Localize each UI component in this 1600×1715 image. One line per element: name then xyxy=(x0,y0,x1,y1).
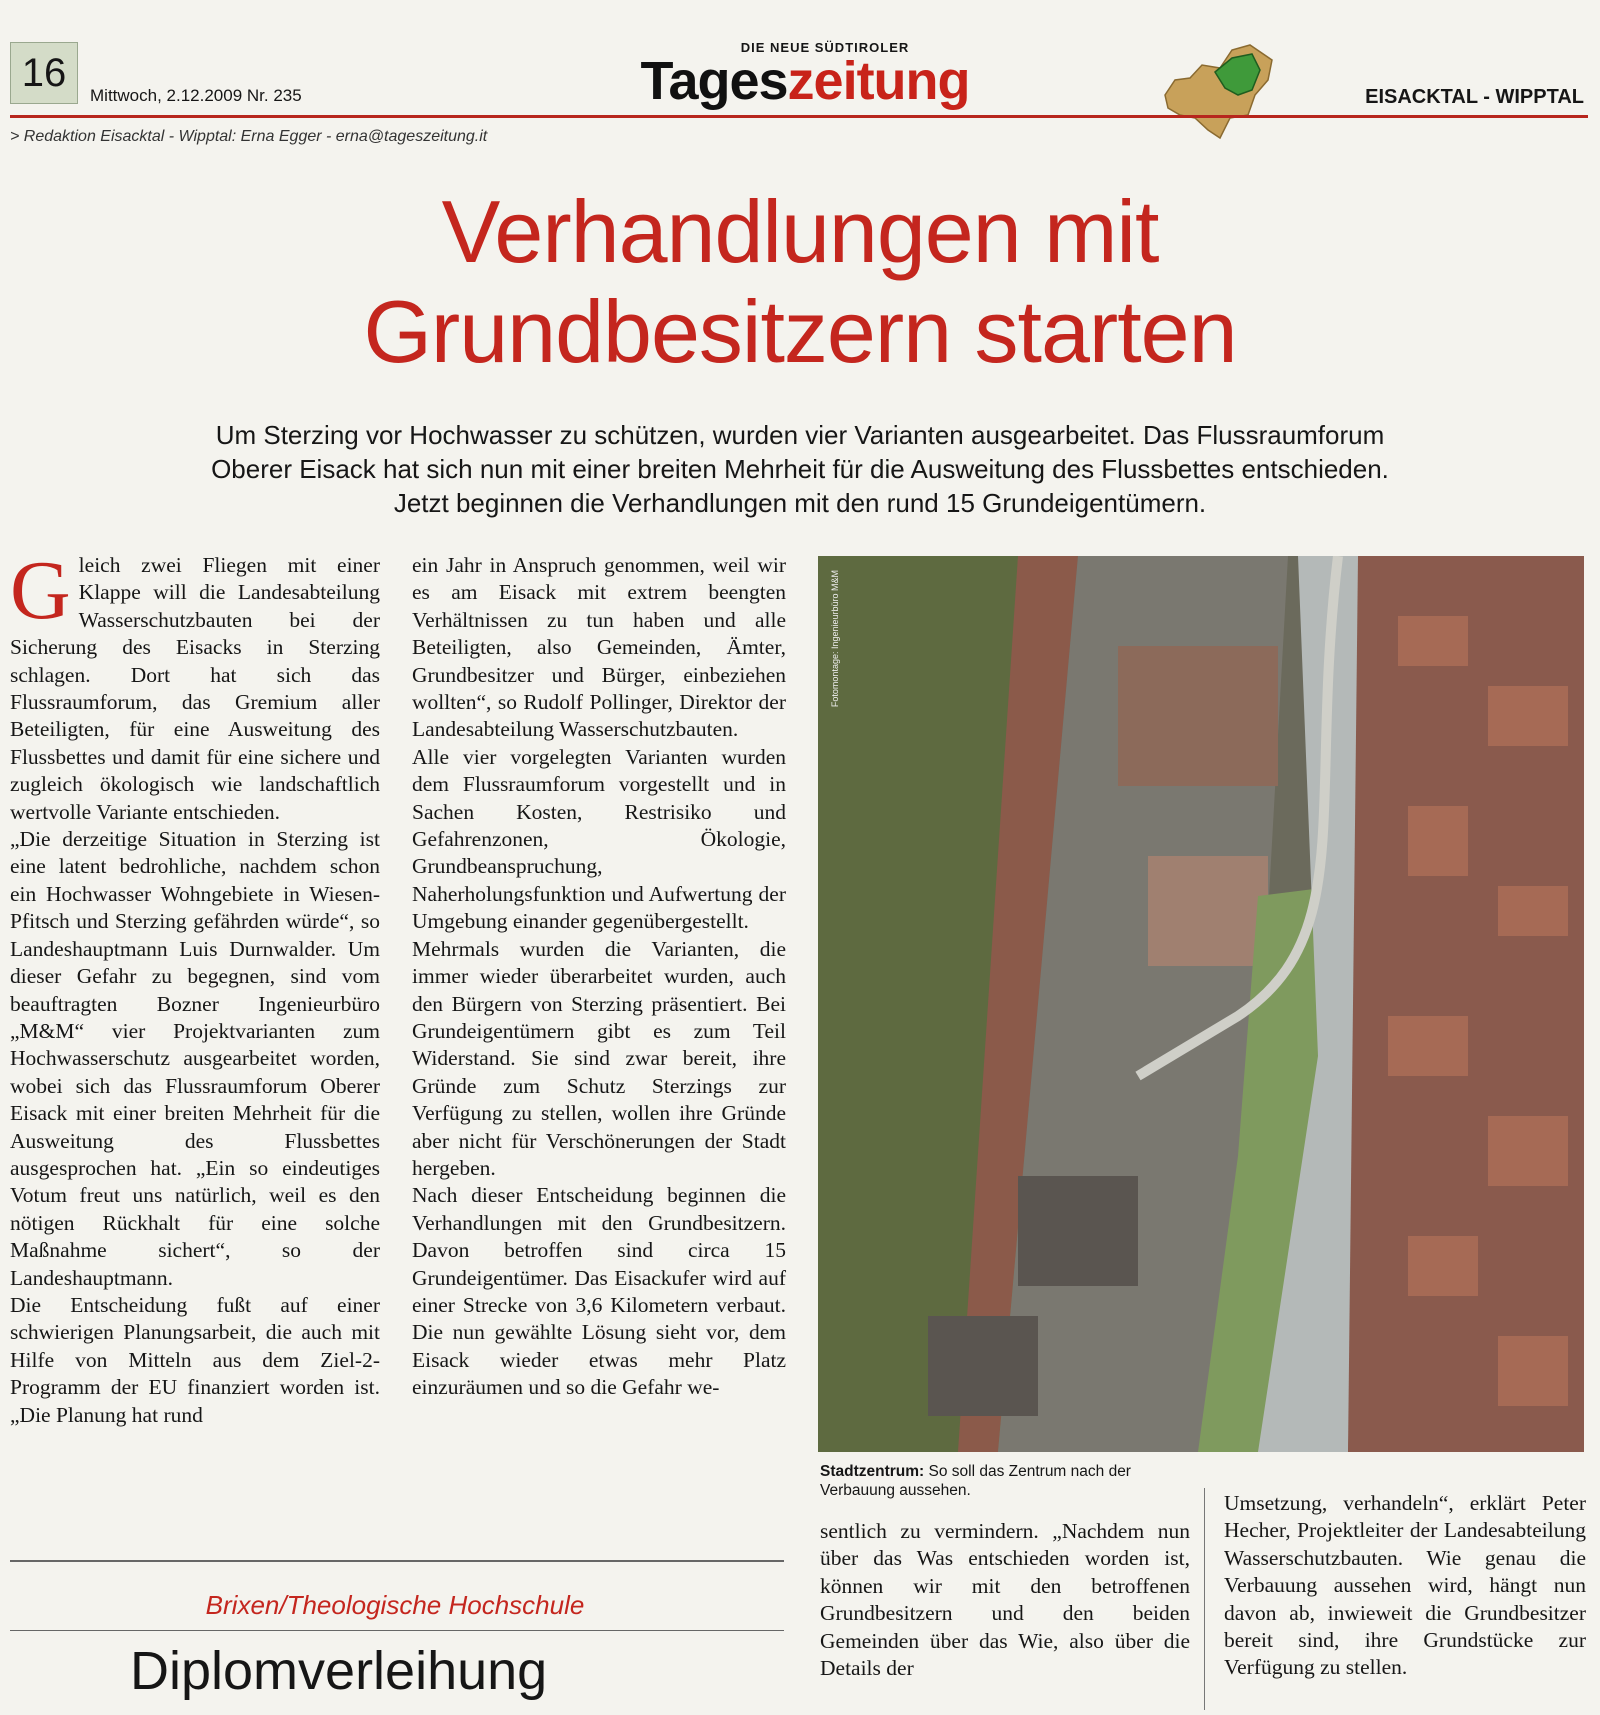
teaser-title: Diplomverleihung xyxy=(130,1641,548,1701)
teaser-kicker: Brixen/Theologische Hochschule xyxy=(205,1590,585,1620)
region-map-icon xyxy=(1160,40,1280,145)
aerial-photo xyxy=(818,556,1584,1452)
lead-line-3: Jetzt beginnen die Verhandlungen mit den rund 15 Grundeigentümern. xyxy=(393,488,1207,518)
article-column-2 xyxy=(412,552,786,1402)
masthead-title xyxy=(625,51,985,111)
caption-text: So soll das Zentrum nach der Verbauung aussehen. xyxy=(820,1463,1131,1499)
masthead-logo xyxy=(625,40,985,111)
paragraph: ein Jahr in Anspruch genommen, weil wir es am Eisack mit extrem beengten Verhältnissen zu tun haben und alle Beteiligten, also Gemeinden, Ämter, Grundbesitzer und Bürger, einbeziehen wollten“, so Rudolf Pollinger, Direktor der Landesabteilung Wasserschutzbauten. xyxy=(412,553,786,742)
article-lead xyxy=(20,418,1580,520)
headline-line-1: Verhandlungen mit xyxy=(441,182,1159,281)
page-number: 16 xyxy=(10,42,78,104)
headline-line-2: Grundbesitzern starten xyxy=(363,282,1237,381)
caption-label: Stadtzentrum: xyxy=(820,1463,925,1480)
paragraph: Umsetzung, verhandeln“, erklärt Peter Hecher, Projektleiter der Landesabteilung Wasserschutzbauten. Wie genau die Verbauung aussehen wird, hängt nun davon ab, inwieweit die Grundbesitzer bereit sind, ihre Grundstücke zur Verfügung zu stellen. xyxy=(1224,1491,1586,1680)
paragraph: Mehrmals wurden die Varianten, die immer wieder überarbeitet wurden, auch den Bürgern von Sterzing präsentiert. Bei Grundeigentümern gibt es zum Teil Widerstand. Sie sind zwar bereit, ihre Gründe zum Schutz Sterzings zur Verfügung zu stellen, wollen ihre Gründe aber nicht für Verschönerungen der Stadt hergeben. xyxy=(412,936,786,1180)
issue-date: Mittwoch, 2.12.2009 Nr. 235 xyxy=(90,86,302,105)
article-column-4 xyxy=(1224,1490,1586,1682)
column-divider xyxy=(1204,1488,1205,1710)
masthead-subtitle: DIE NEUE SÜDTIROLER xyxy=(740,40,910,55)
paragraph: Alle vier vorgelegten Varianten wurden dem Flussraumforum vorgestellt und in Sachen Kosten, Restrisiko und Gefahrenzonen, Ökologie, Grundbeanspruchung, Naherholungsfunktion und Aufwertung der Umgebung einander gegenübergestellt. xyxy=(412,744,786,934)
teaser-divider xyxy=(10,1630,784,1631)
masthead-title-part1: Tages xyxy=(640,51,788,111)
photo-credit: Fotomontage: Ingenieurbüro M&M xyxy=(830,570,840,708)
paragraph: sentlich zu vermindern. „Nachdem nun über das Was entschieden worden ist, können wir mit den betroffenen Grundbesitzern und den beiden Gemeinden über das Wie, also über die Details der xyxy=(820,1519,1190,1681)
paragraph: Nach dieser Entscheidung beginnen die Verhandlungen mit den Grundbesitzern. Davon betroffen sind circa 15 Grundeigentümer. Das Eisackufer wird auf einer Strecke von 3,6 Kilometern verbaut. Die nun gewählte Lösung sieht vor, dem Eisack wieder etwas mehr Platz einzuräumen und so die Gefahr we- xyxy=(412,1183,786,1400)
photo-caption xyxy=(820,1462,1170,1500)
article-column-1 xyxy=(10,544,380,1429)
article-headline xyxy=(0,182,1600,382)
paragraph: „Die derzeitige Situation in Sterzing ist eine latent bedrohliche, nachdem schon ein Hochwasser Wohngebiete in Wiesen-Pfitsch und Sterzing gefährden würde“, so Landeshauptmann Luis Durnwalder. Um dieser Gefahr zu begegnen, sind vom beauftragten Bozner Ingenieurbüro „M&M“ vier Projektvarianten zum Hochwasserschutz ausgearbeitet worden, wobei sich das Flussraumforum Oberer Eisack mit einer breiten Mehrheit für die Ausweitung des Flussbettes ausgesprochen hat. „Ein so eindeutiges Votum freut uns natürlich, weil es den nötigen Rückhalt für eine solche Maßnahme sichert“, so der Landeshauptmann. xyxy=(10,827,380,1290)
article-column-3 xyxy=(820,1518,1190,1682)
lead-line-1: Um Sterzing vor Hochwasser zu schützen, wurden vier Varianten ausgearbeitet. Das Flussraumforum xyxy=(215,420,1385,450)
paragraph: leich zwei Fliegen mit einer Klappe will die Landesabteilung Wasserschutzbauten bei der Sicherung des Eisacks in Sterzing schlagen. Dort hat sich das Flussraumforum, das Gremium aller Beteiligten, für eine Ausweitung des Flussbettes und damit für eine sichere und zugleich ökologisch wie landschaftlich wertvolle Variante entschieden. xyxy=(10,553,380,824)
paragraph: Die Entscheidung fußt auf einer schwierigen Planungsarbeit, die auch mit Hilfe von Mitteln aus dem Ziel-2-Programm der EU finanziert worden ist. „Die Planung hat rund xyxy=(10,1292,380,1427)
teaser-divider-top xyxy=(10,1560,784,1562)
drop-cap: G xyxy=(10,544,71,637)
masthead-title-part2: zeitung xyxy=(787,51,970,111)
lead-line-2: Oberer Eisack hat sich nun mit einer breiten Mehrheit für die Ausweitung des Flussbettes entschieden. xyxy=(211,454,1389,484)
section-label: EISACKTAL - WIPPTAL xyxy=(1365,86,1584,108)
redaction-line: > Redaktion Eisacktal - Wipptal: Erna Egger - erna@tageszeitung.it xyxy=(10,128,488,145)
header-divider xyxy=(10,115,1588,118)
